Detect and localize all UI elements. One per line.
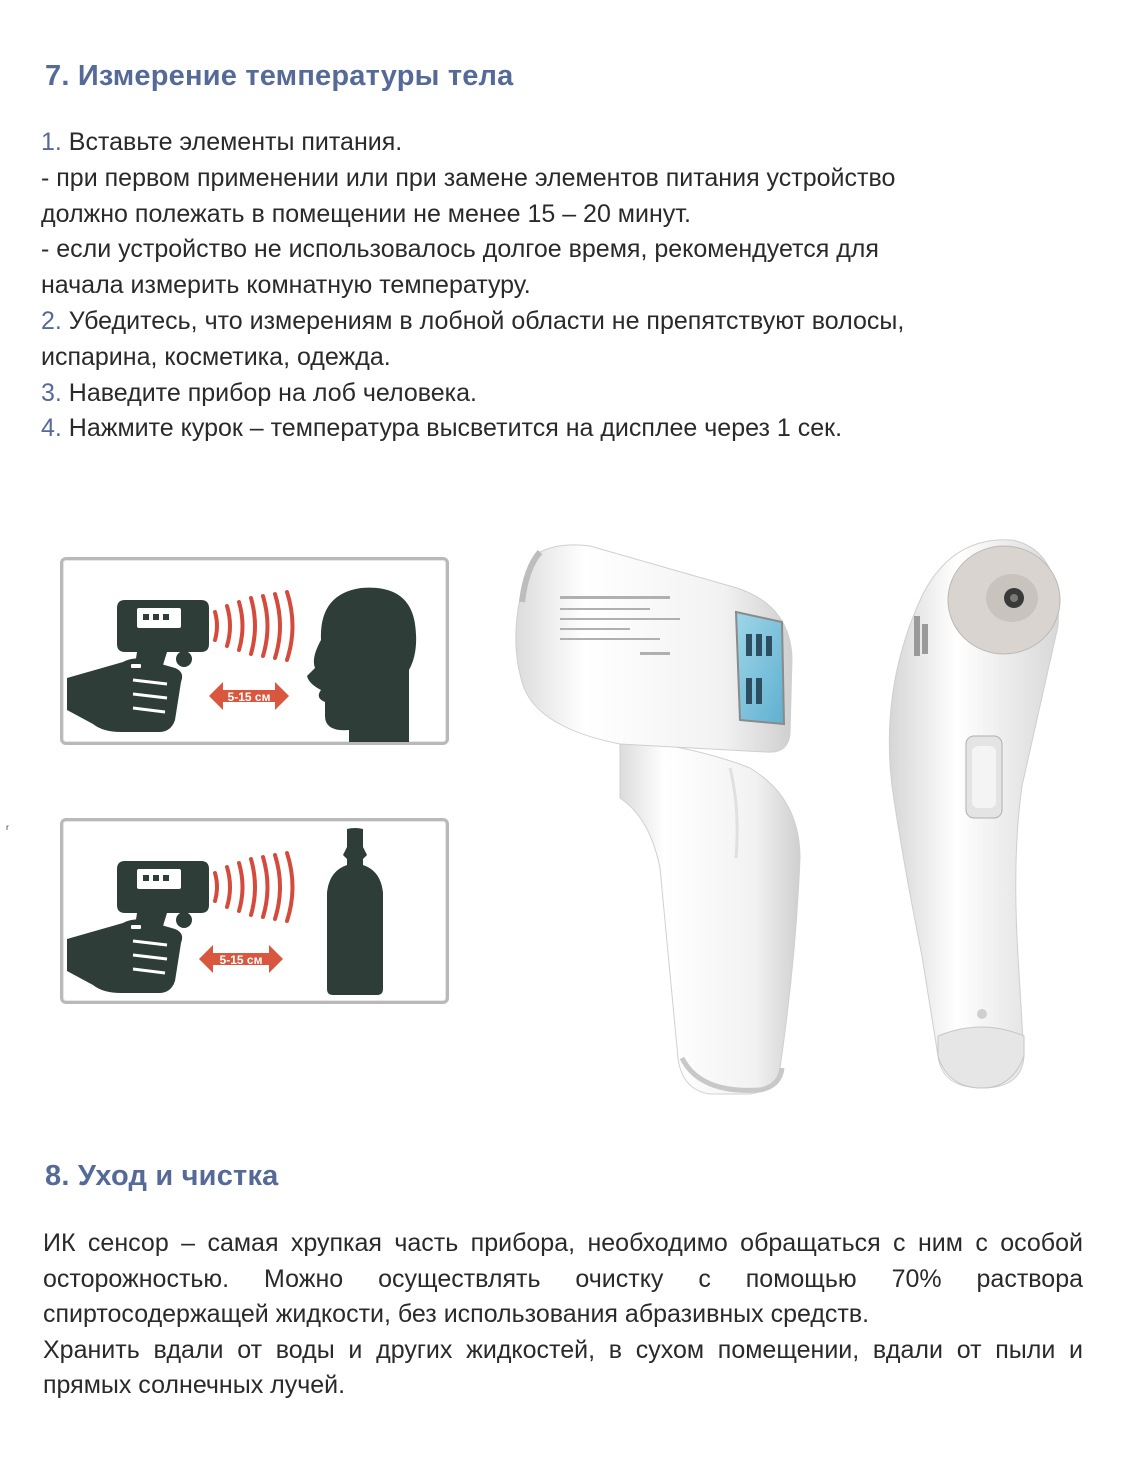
step-line	[41, 268, 1101, 304]
step-text: Вставьте элементы питания.	[61, 128, 403, 156]
step-text: Наведите прибор на лоб человека.	[61, 378, 477, 407]
thermometer-side-icon	[500, 538, 840, 1100]
step-line	[41, 411, 1101, 447]
step-number: 4.	[41, 414, 62, 443]
thermometer-front-photo	[862, 536, 1072, 1096]
step-number: 2.	[41, 306, 62, 335]
section-7-title: 7. Измерение температуры тела	[45, 60, 514, 92]
step-number: 1.	[41, 128, 62, 156]
section-7-steps	[41, 125, 1101, 447]
scan-mark: ʳ	[6, 822, 9, 836]
step-line	[41, 125, 1101, 161]
step-line	[41, 197, 1101, 233]
pictogram-forehead-measurement	[60, 557, 449, 745]
pictogram-object-measurement	[60, 818, 449, 1004]
care-paragraph-2: Хранить вдали от воды и других жидкостей, в сухом помещении, вдали от пыли и прямых солнечных лучей.	[43, 1335, 1083, 1400]
care-paragraph-1: ИК сенсор – самая хрупкая часть прибора, необходимо обращаться с ним с особой осторожностью. Можно осуществлять очистку с помощью 70% раствора спиртосодержащей жидкости, без использования абразивных средств.	[43, 1229, 1083, 1329]
step-line	[41, 376, 1101, 412]
step-line	[41, 340, 1101, 376]
forehead-pictogram-icon	[63, 560, 446, 742]
step-text: - при первом применении или при замене элементов питания устройство	[41, 163, 896, 192]
section-8-body	[43, 1226, 1083, 1404]
step-line	[41, 232, 1101, 268]
section-8-title: 8. Уход и чистка	[45, 1160, 279, 1192]
step-text: испарина, косметика, одежда.	[41, 342, 391, 371]
thermometer-front-icon	[862, 536, 1072, 1096]
step-text: - если устройство не использовалось долгое время, рекомендуется для	[41, 235, 879, 264]
step-line	[41, 161, 1101, 197]
step-text: Убедитесь, что измерениям в лобной области не препятствуют волосы,	[61, 306, 905, 335]
distance-label: 5-15 см	[219, 953, 263, 967]
step-text: начала измерить комнатную температуру.	[41, 271, 531, 300]
bottle-pictogram-icon	[63, 821, 446, 1001]
step-text: должно полежать в помещении не менее 15 – 20 минут.	[41, 199, 691, 228]
step-number: 3.	[41, 378, 62, 407]
step-line	[41, 304, 1101, 340]
distance-label: 5-15 см	[227, 690, 271, 704]
step-text: Нажмите курок – температура высветится на дисплее через 1 сек.	[61, 414, 843, 443]
thermometer-side-photo	[500, 538, 840, 1100]
